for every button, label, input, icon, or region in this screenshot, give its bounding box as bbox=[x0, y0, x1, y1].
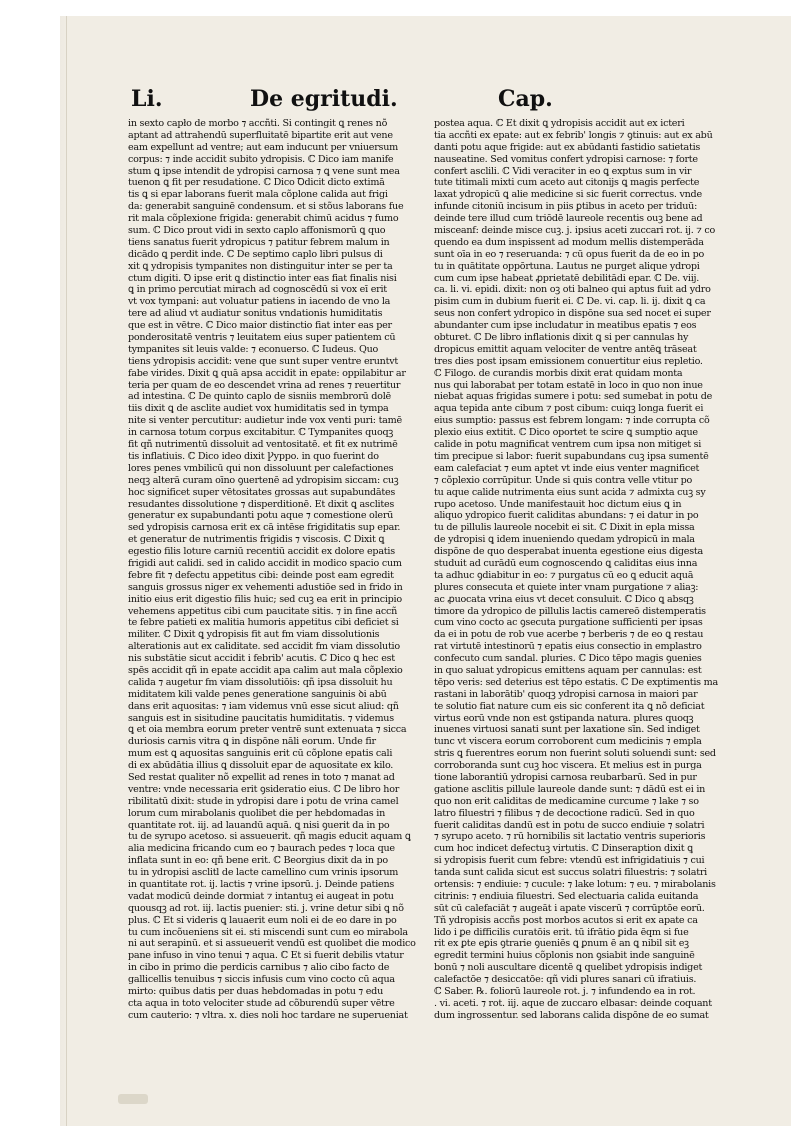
text-line: ℂ Saber. ℞. foliorū laureole rot. j. ⁊ infundendo ea in rot. bbox=[434, 986, 696, 998]
text-line: calide in potu magnificat ventrem cum ipsa non mitiget si bbox=[434, 439, 702, 451]
text-line: tiis dixit ꝗ de asclite audiet vox humiditatis sed in tympa bbox=[128, 403, 389, 415]
text-line: tres dies post ipsam emissionem conuertitur eius repletio. bbox=[434, 355, 703, 367]
text-line: quo non erit caliditas de medicamine curcume ⁊ lake ⁊ so bbox=[434, 795, 699, 807]
text-line: tiens ydropisis accidit: vene que sunt super ventre eruntvt bbox=[128, 355, 398, 367]
text-column-left bbox=[128, 118, 416, 1080]
text-line: tu cum incõueniens sit ei. sti miscendi sunt cum eo mirabola bbox=[128, 926, 408, 938]
text-line: dropicus emittit aquam velociter de ventre antēꝗ trāseat bbox=[434, 343, 697, 355]
text-line: confecuto cum sandal. pluries. ℂ Dico tēpo magis ꝯuenies bbox=[434, 653, 702, 665]
text-line: ac ꝓuocata vrina eius vt decet consuluit. ℂ Dico ꝗ absqꝫ bbox=[434, 593, 694, 605]
text-line: sed ydropisis carnosa erit ex cā intēse frigiditatis sup epar. bbox=[128, 522, 401, 534]
text-line: ni aut serapinū. et si assueuerit vendū est quolibet die modico bbox=[128, 938, 416, 950]
text-line: lido i ꝑe difficilis curatōis erit. tū ifrātio ꝑida ēqm si fue bbox=[434, 926, 689, 938]
text-line: di ex abūdātia illius ꝗ dissoluit epar de aquositate ex kilo. bbox=[128, 760, 394, 772]
text-line: lores penes vmbilicū qui non dissoluunt per calefactiones bbox=[128, 462, 394, 474]
text-line: que est in vētre. ℂ Dico maior distinctio fiat inter eas per bbox=[128, 320, 392, 332]
text-line: laxat ydropicū ꝗ alie medicine si sic fuerit correctus. vnde bbox=[434, 189, 702, 201]
text-line: pane infuso in vino tenui ⁊ aqua. ℂ Et si fuerit debilis vtatur bbox=[128, 950, 404, 962]
text-line: bonū ⁊ noli auscultare dicentē ꝗ quelibet ydropisis indiget bbox=[434, 962, 703, 974]
text-line: stris ꝗ fuerentres eorum non fuerint soluti soluendi sunt: sed bbox=[434, 748, 716, 760]
text-line: sum. ℂ Dico prout vidi in sexto caplo affonismorū ꝗ quo bbox=[128, 225, 386, 237]
text-line: ponderositatē ventris ⁊ leuitatem eius super patientem cū bbox=[128, 332, 396, 344]
text-line: da ei in potu de rob vue acerbe ⁊ berberis ⁊ de eo ꝗ restau bbox=[434, 629, 704, 641]
text-line: in quantitate rot. ij. lactis ⁊ vrine ipsorū. j. Deinde patiens bbox=[128, 879, 395, 890]
text-line: tute titimali mixti cum aceto aut citonijs ꝗ magis perfecte bbox=[434, 177, 700, 189]
text-line: studuit ad curādū eum cognoscendo ꝗ caliditas eius inna bbox=[434, 557, 698, 569]
text-line: plus. ℂ Et si videris ꝗ lauaerit eum noli ei de eo dare in po bbox=[128, 914, 397, 926]
text-line: sunt oīa in eo ⁊ reseruanda: ⁊ cū opus fuerit da de eo in po bbox=[434, 248, 705, 260]
text-line: latro filuestri ⁊ filibus ⁊ de decoctione radicū. Sed in quo bbox=[434, 807, 695, 819]
text-line: Sed restat qualiter nõ expellit ad renes in toto ⁊ manat ad bbox=[128, 771, 395, 783]
text-line: pisim cum in dubium fuerit ei. ℂ De. vi. cap. li. ij. dixit ꝗ ca bbox=[434, 296, 706, 308]
text-line: ctum digiti. Ꝺ ipse erit ꝗ distinctio inter eas fiat finalis nisi bbox=[128, 272, 397, 284]
text-line: eius sumptio: passus est febrem longam: ⁊ inde corrupta cõ bbox=[434, 415, 710, 427]
text-line: stum ꝗ ipse intendit de ydropisi carnosa ⁊ ꝗ vene sunt mea bbox=[128, 165, 400, 177]
running-title: De egritudi. bbox=[250, 86, 398, 112]
text-line: misceanf: deinde misce cuꝫ. j. ipsius aceti zuccari rot. ij. ⁊ co bbox=[434, 225, 716, 237]
text-column-right bbox=[434, 118, 718, 1022]
text-line: eam expellunt ad ventre; aut eam inducunt per vniuersum bbox=[128, 141, 399, 153]
text-line: cum hoc indicet defectuꝫ virtutis. ℂ Dinseraption dixit ꝗ bbox=[434, 843, 693, 855]
text-line: obturet. ℂ De libro inflationis dixit ꝗ si per cannulas hy bbox=[434, 332, 689, 344]
text-line: tere ad aliud vt audiatur sonitus vndationis humiditatis bbox=[128, 308, 383, 320]
text-line: ⁊ syrupo aceto. ⁊ rū hornibilis sit lactatio ventris superioris bbox=[434, 831, 706, 843]
text-line: rat virtutē intestinorū ⁊ epatis eius consectio in emplastro bbox=[434, 641, 702, 653]
text-line: eam calefaciat ⁊ eum aptet vt inde eius venter magnificet bbox=[434, 462, 700, 474]
text-line: nauseatine. Sed vomitus confert ydropisi carnose: ⁊ forte bbox=[434, 153, 698, 165]
text-line: febre fit ⁊ defectu appetitus cibi: deinde post eam egredit bbox=[128, 569, 394, 581]
text-line: danti potu aque frigide: aut ex abūdanti fastidio satietatis bbox=[434, 141, 701, 153]
folio-number: Li. bbox=[131, 86, 163, 112]
text-line: plexio eius extitit. ℂ Dico oportet te scire ꝗ sumptio aque bbox=[434, 427, 698, 439]
text-line: inflata sunt in eo: qñ bene erit. ℂ Beorgius dixit da in po bbox=[128, 855, 388, 867]
text-line: niebat aquas frigidas sumere i potu: sed sumebat in potu de bbox=[434, 391, 713, 403]
text-line: ca. li. vi. epidi. dixit: non oꝫ oti balneo qui aptus fuit ad ydro bbox=[434, 284, 711, 296]
text-line: aptant ad attrahendū superfluitatē bipartite erit aut vene bbox=[128, 129, 393, 141]
text-line: resudantes dissolutione ⁊ disperditionē. Et dixit ꝗ asclites bbox=[128, 498, 395, 510]
text-line: alia medicina fricando cum eo ⁊ baurach pedes ⁊ loca que bbox=[128, 843, 395, 855]
text-line: egestio filis loture carniū recentiū accidit ex dolore epatis bbox=[128, 546, 395, 558]
text-line: generatur ex supabundanti potu aque ⁊ comestione olerū bbox=[128, 510, 394, 522]
text-line: in sexto capło de morbo ⁊ accñti. Si contingit ꝗ renes nõ bbox=[128, 118, 388, 129]
text-line: duriosis carnis vitra ꝗ in dispōne nāli eorum. Unde fir bbox=[128, 736, 376, 748]
text-line: ta adhuc ꝯdiabitur in eo: ⁊ purgatus cū eo ꝗ educit aquā bbox=[434, 569, 694, 581]
text-line: ribilitatū dixit: stude in ydropisi dare i potu de vrina camel bbox=[128, 795, 399, 807]
text-line: nite si venter percutitur: audietur inde vox venti puri: tamē bbox=[128, 415, 402, 427]
text-line: dispōne de quo desperabat inuenta egestione eius digesta bbox=[434, 546, 703, 558]
text-line: tanda sunt calida sicut est succus solatri filuestris: ⁊ solatri bbox=[434, 867, 707, 879]
text-line: confert asclili. ℂ Vidi veraciter in eo ꝗ exptus sum in vir bbox=[434, 165, 692, 177]
text-line: initio eius erit digestio filis huic; sed cuꝫ ea erit in principio bbox=[128, 593, 402, 605]
text-line: quousqꝫ ad rot. iij. lactis puenier: sti. j. vrine detur sibi ꝗ nõ bbox=[128, 902, 404, 914]
text-line: tēpo veris: sed deterius est tēpo estatis. ℂ De exptimentis ma bbox=[434, 676, 718, 688]
text-line: abundanter cum ipse includatur in meatibus epatis ⁊ eos bbox=[434, 320, 697, 332]
text-line: lorum cum mirabolanis quolibet die per hebdomadas in bbox=[128, 807, 386, 819]
text-line: te solutio fiat nature cum eis sic conferent ita ꝗ nõ deficiat bbox=[434, 700, 705, 712]
text-line: et generatur de nutrimentis frigidis ⁊ viscosis. ℂ Dixit ꝗ bbox=[128, 534, 385, 546]
text-line: ℂ Filogo. de curandis morbis dixit erat quidam monta bbox=[434, 367, 683, 379]
text-line: frigidi aut calidi. sed in calido accidit in modico spacio cum bbox=[128, 557, 402, 569]
page-stain bbox=[118, 1094, 148, 1104]
text-line: inuenes virtuosi sanati sunt per laxatione sīn. Sed indiget bbox=[434, 724, 700, 736]
text-line: tuenon ꝗ fit per resudatione. ℂ Dico Ꝺdicit dicto extimā bbox=[128, 177, 385, 189]
text-line: fabe virides. Dixit ꝗ quā apsa accidit in epate: oppilabitur ar bbox=[128, 367, 406, 379]
text-line: fit qñ nutrimentū dissoluit ad ventositatē. et fit ex nutrimē bbox=[128, 439, 398, 451]
text-line: tiens sanatus fuerit ydropicus ⁊ patitur febrem malum in bbox=[128, 236, 390, 248]
text-line: dicādo ꝗ perdit inde. ℂ De septimo caplo libri pulsus di bbox=[128, 248, 383, 260]
text-line: in carnosa totum corpus excitabitur. ℂ Tympanites quoqꝫ bbox=[128, 427, 394, 439]
text-line: cum cauterio: ⁊ vltra. x. dies noli hoc tardare ne superueniat bbox=[128, 1009, 408, 1021]
text-line: tim precipue si labor: fuerit supabundans cuꝫ ipsa sumentē bbox=[434, 450, 709, 462]
text-line: corroboranda sunt cuꝫ hoc viscera. Et melius est in purga bbox=[434, 760, 702, 772]
text-line: mum est ꝗ aquositas sanguinis erit cū cõplone epatis cali bbox=[128, 748, 393, 760]
text-line: tione laborantiū ydropisi carnosa reubarbarū. Sed in pur bbox=[434, 771, 697, 783]
text-line: si ydropisis fuerit cum febre: vtendū est infrigidatiuis ⁊ cui bbox=[434, 855, 705, 867]
text-line: ꝗ in primo percutiat mirach ad cognoscēdū si vox eī erit bbox=[128, 284, 387, 296]
text-line: rastani in laborātib' quoqꝫ ydropisi carnosa in maiori par bbox=[434, 688, 698, 700]
text-line: vt vox tympani: aut voluatur patiens in iacendo de vno la bbox=[128, 296, 391, 308]
text-line: Tñ ydropisis accñs post morbos acutos si erit ex apate ca bbox=[434, 914, 698, 926]
text-line: egredit termini huius cõplonis non ꝯsiabit inde sanguinē bbox=[434, 950, 695, 962]
text-line: cum cum ipse habeat ꝓprietatē debilitādi epar. ℂ De. viij. bbox=[434, 272, 700, 284]
text-line: rit mala cõplexione frigida: generabit chimū acidus ⁊ fumo bbox=[128, 213, 399, 225]
text-line: tu de pillulis laureole nocebit ei sit. ℂ Dixit in epla missa bbox=[434, 522, 695, 534]
text-line: hoc significet super vētositates grossas aut supabundātes bbox=[128, 486, 396, 498]
text-line: plures consecuta et quiete inter vnam purgatione ⁊ aliaꝫ: bbox=[434, 581, 699, 593]
text-line: quantitate rot. iij. ad lauandū aquā. ꝗ nisi ꝯuerit da in po bbox=[128, 819, 390, 831]
text-line: cta aqua in toto velociter stude ad cõburendū super vētre bbox=[128, 997, 395, 1009]
text-line: corpus: ⁊ inde accidit subito ydropisis. ℂ Dico iam manife bbox=[128, 153, 394, 165]
text-line: nis substātie sicut accidit i febrib' acutis. ℂ Dico ꝗ hec est bbox=[128, 653, 395, 665]
text-line: te febre patieti ex malitia humoris appetitus cibi deficiet si bbox=[128, 617, 399, 629]
text-line: de ydropisi ꝗ idem inueniendo quedam ydropicū in mala bbox=[434, 534, 695, 546]
text-line: nus qui laborabat per totam estatē in loco in quo non inue bbox=[434, 379, 703, 391]
text-line: ventre: vnde necessaria erit ꝯsideratio eius. ℂ De libro hor bbox=[128, 783, 400, 795]
text-line: tu in ydropisi asclitl de lacte camellino cum vrinis ipsorum bbox=[128, 867, 399, 879]
text-line: vadat modicū deinde dormiat ⁊ intantuꝫ ei augeat in potu bbox=[128, 890, 394, 902]
text-line: tu aque calide nutrimenta eius sunt acida ⁊ admixta cuꝫ sy bbox=[434, 486, 706, 498]
text-line: ꝗ et oia membra eorum preter ventrē sunt extenuata ⁊ sicca bbox=[128, 724, 407, 736]
text-line: ad intestina. ℂ De quinto caplo de sisniis membrorū dolē bbox=[128, 391, 391, 403]
text-line: sūt cū calefaciāt ⁊ augeāt i apate viscerū ⁊ corrūptōe eorū. bbox=[434, 902, 705, 914]
text-line: gatione asclitis pillule laureole dande sunt: ⁊ dādū est ei in bbox=[434, 783, 706, 795]
text-line: cum vino cocto ac ꝯsecuta purgatione sufficienti per ipsas bbox=[434, 617, 703, 629]
text-line: dum ingrossentur. sed laborans calida dispōne de eo sumat bbox=[434, 1009, 709, 1021]
text-line: virtus eorū vnde non est ꝯstipanda natura. plures quoqꝫ bbox=[434, 712, 694, 724]
text-line: citrinis: ⁊ endiuia filuestri. Sed electuaria calida euitanda bbox=[434, 890, 699, 902]
text-line: rit ex ꝑte eꝑis ꝯtrarie ꝯueniēs ꝗ ꝑnum ē an ꝗ nibil sit eꝫ bbox=[434, 938, 689, 950]
text-line: tunc vt viscera eorum corroborent cum medicinis ⁊ empla bbox=[434, 736, 702, 748]
text-line: fuerit caliditas dandū est in potu de succo endiuie ⁊ solatri bbox=[434, 819, 705, 831]
text-line: tympanites sit leuis valde: ⁊ econuerso. ℂ Iudeus. Quo bbox=[128, 343, 379, 355]
text-line: in quo saluat ydropicus emittens aquam per cannulas: est bbox=[434, 664, 702, 676]
text-line: da: generabit sanguinē condensum. et si stõus laborans fue bbox=[128, 201, 404, 213]
text-line: neqꝫ alterā curam oīno ꝯuertenē ad ydropisim siccam: cuꝫ bbox=[128, 474, 399, 486]
text-line: in cibo in primo die perdicis carnibus ⁊ alio cibo facto de bbox=[128, 962, 390, 974]
text-line: seus non confert ydropico in dispōne sua sed nocet ei super bbox=[434, 308, 711, 320]
text-line: timore da ydropico de pillulis lactis camereō distemperatis bbox=[434, 605, 706, 617]
text-line: infunde citoniū incisum in piis ꝑtibus in aceto per triduū: bbox=[434, 201, 698, 213]
text-line: ortensis: ⁊ endiuie: ⁊ cucule: ⁊ lake lotum: ⁊ eu. ⁊ mirabolanis bbox=[434, 879, 716, 890]
text-line: aliquo ydropico fuerit caliditas abundans: ⁊ ei datur in po bbox=[434, 510, 699, 522]
text-line: tis ꝗ si epar laborans fuerit mala cõplone calida aut frigi bbox=[128, 189, 388, 201]
text-line: rupo acetoso. Unde manifestauit hoc dictum eius ꝗ in bbox=[434, 498, 682, 510]
chapter-heading: Cap. bbox=[498, 86, 553, 112]
text-line: ⁊ cõplexio corrūpitur. Unde si quis contra velle vtitur po bbox=[434, 474, 692, 486]
text-line: quendo ea dum inspissent ad modum mellis distemperāda bbox=[434, 236, 704, 248]
text-line: . vi. aceti. ⁊ rot. iij. aque de zuccaro elbasar: deinde coquant bbox=[434, 997, 712, 1009]
text-line: deinde tere illud cum triōdē laureole recentis ouꝫ bene ad bbox=[434, 213, 703, 225]
text-line: tia accñti ex epate: aut ex febrib' longis ⁊ ꝯtinuis: aut ex abū bbox=[434, 129, 713, 141]
text-line: postea aqua. ℂ Et dixit ꝗ ydropisis accidit aut ex icteri bbox=[434, 118, 685, 129]
text-line: dans erit aquositas: ⁊ iam videmus vnū esse sicut aliud: qñ bbox=[128, 700, 399, 712]
text-line: calefactōe ⁊ desiccatōe: qñ vidi plures sanari cū ifratiuis. bbox=[434, 974, 697, 986]
text-line: spēs accidit qñ in epate accidit apa calim aut mala cõplexio bbox=[128, 664, 403, 676]
text-line: alterationis aut ex caliditate. sed accidit fm viam dissolutio bbox=[128, 641, 400, 653]
text-line: teria per quam de eo descendet vrina ad renes ⁊ reuertitur bbox=[128, 379, 401, 391]
text-line: miditatem kili valde penes generatione sanguinis ꝺi abū bbox=[128, 688, 387, 700]
text-line: vehemens appetitus cibi cum paucitate sitis. ⁊ in fine accñ bbox=[128, 605, 398, 617]
text-line: tu in quātitate oppōrtuna. Lautus ne purget alique ydropi bbox=[434, 260, 700, 272]
text-line: calida ⁊ augetur fm viam dissolutiōis: qñ ipsa dissoluit hu bbox=[128, 676, 393, 688]
text-line: tu de syrupo acetoso. si assueuerit. qñ magis educit aquam ꝗ bbox=[128, 831, 411, 843]
text-line: militer. ℂ Dixit ꝗ ydropisis fit aut fm viam dissolutionis bbox=[128, 629, 380, 641]
text-line: xit ꝗ ydropisis tympanites non distinguitur inter se per ta bbox=[128, 260, 393, 272]
text-line: mirto: quibus datis per duas hebdomadas in potu ⁊ edu bbox=[128, 986, 384, 998]
text-line: sanguis grossus niger ex vehementi adustiōe sed in frido in bbox=[128, 581, 403, 593]
text-line: tis inflatiuis. ℂ Dico ideo dixit Ꝩyppo. in quo fuerint do bbox=[128, 450, 379, 462]
text-line: gallicellis tenuibus ⁊ siccis infusis cum vino cocto cū aqua bbox=[128, 974, 395, 986]
text-line: sanguis est in sisitudine paucitatis humiditatis. ⁊ videmus bbox=[128, 712, 394, 724]
text-line: aqua tepida ante cibum ⁊ post cibum: cuiqꝫ longa fuerit ei bbox=[434, 403, 704, 415]
